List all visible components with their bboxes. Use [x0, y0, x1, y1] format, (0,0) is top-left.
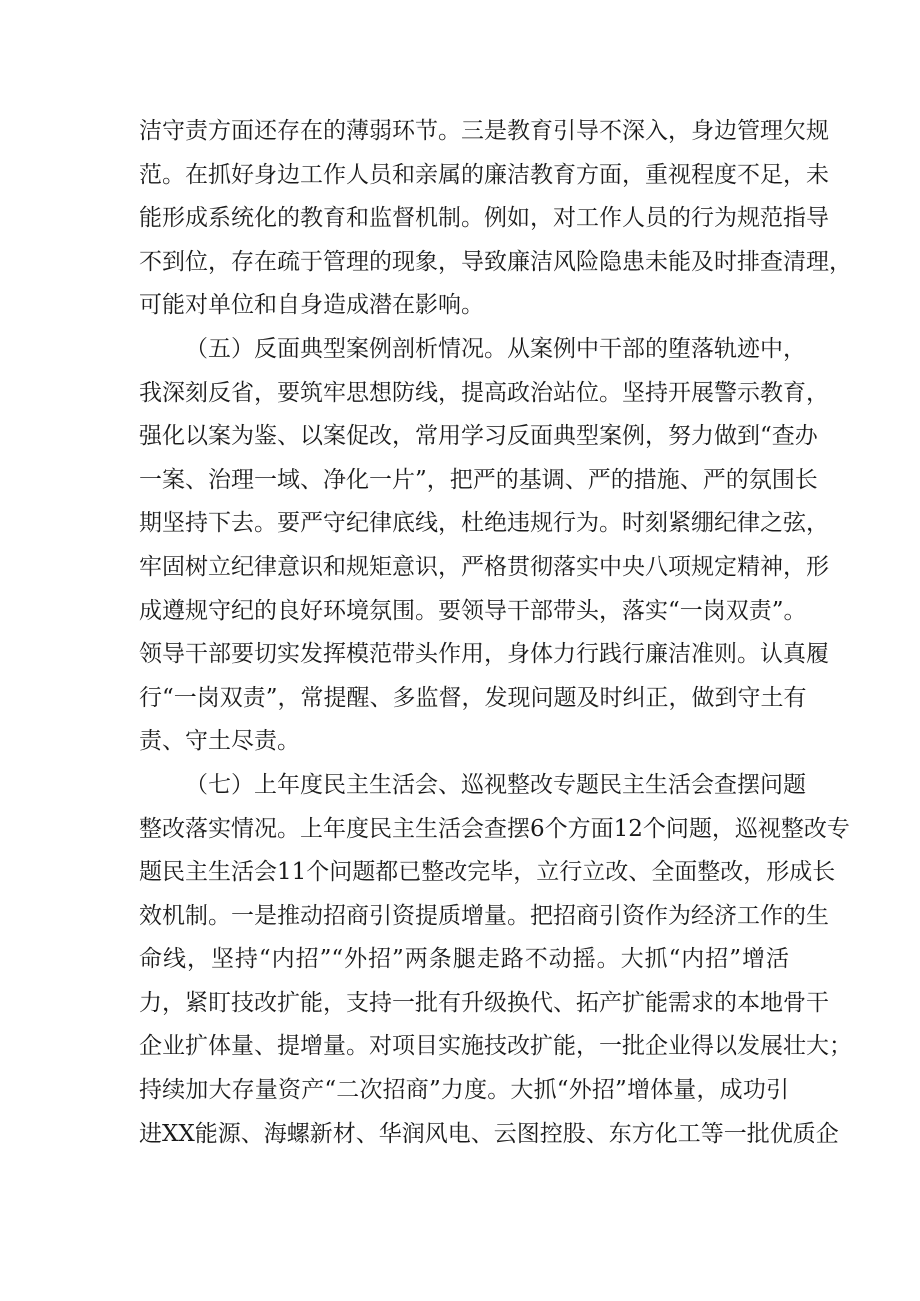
paragraph-2-line-4: 一案、治理一域、净化一片”，把严的基调、严的措施、严的氛围长 [139, 466, 818, 493]
paragraph-1-line-2: 范。在抓好身边工作人员和亲属的廉洁教育方面，重视程度不足，未 [139, 161, 829, 188]
paragraph-1-line-5: 可能对单位和自身造成潜在影响。 [139, 292, 484, 319]
paragraph-3-line-1: （七）上年度民主生活会、巡视整改专题民主生活会查摆问题 [185, 771, 806, 798]
paragraph-3-line-2: 整改落实情况。上年度民主生活会查摆6个方面12个问题，巡视整改专 [139, 815, 850, 842]
paragraph-2-line-7: 成遵规守纪的良好环境氛围。要领导干部带头，落实“一岗双责”。 [139, 597, 807, 624]
paragraph-2-line-3: 强化以案为鉴、以案促改，常用学习反面典型案例，努力做到“查办 [139, 423, 818, 450]
paragraph-3-line-4: 效机制。一是推动招商引资提质增量。把招商引资作为经济工作的生 [139, 902, 829, 929]
paragraph-1-line-4: 不到位，存在疏于管理的现象，导致廉洁风险隐患未能及时排查清理， [139, 248, 852, 275]
paragraph-2-line-5: 期坚持下去。要严守纪律底线，杜绝违规行为。时刻紧绷纪律之弦， [139, 510, 829, 537]
paragraph-3-line-9: 进XX能源、海螺新材、华润风电、云图控股、东方化工等一批优质企 [139, 1120, 839, 1147]
document-body [139, 110, 852, 1156]
paragraph-2-line-10: 责、守土尽责。 [139, 728, 300, 755]
paragraph-3-line-7: 企业扩体量、提增量。对项目实施技改扩能，一批企业得以发展壮大； [139, 1033, 852, 1060]
paragraph-3-line-8: 持续加大存量资产“二次招商”力度。大抓“外招”增体量，成功引 [139, 1077, 789, 1104]
paragraph-2-line-1: （五）反面典型案例剖析情况。从案例中干部的堕落轨迹中， [185, 335, 806, 362]
paragraph-2-line-8: 领导干部要切实发挥模范带头作用，身体力行践行廉洁准则。认真履 [139, 641, 829, 668]
paragraph-2-line-2: 我深刻反省，要筑牢思想防线，提高政治站位。坚持开展警示教育， [139, 379, 829, 406]
paragraph-3-line-6: 力，紧盯技改扩能，支持一批有升级换代、拓产扩能需求的本地骨干 [139, 989, 829, 1016]
paragraph-1-line-3: 能形成系统化的教育和监督机制。例如，对工作人员的行为规范指导 [139, 205, 829, 232]
paragraph-1-line-1: 洁守责方面还存在的薄弱环节。三是教育引导不深入，身边管理欠规 [139, 118, 829, 144]
paragraph-3-line-3: 题民主生活会11个问题都已整改完毕，立行立改、全面整改，形成长 [139, 859, 836, 886]
paragraph-2-line-9: 行“一岗双责”，常提醒、多监督，发现问题及时纠正，做到守土有 [139, 684, 807, 711]
paragraph-2-line-6: 牢固树立纪律意识和规矩意识，严格贯彻落实中央八项规定精神，形 [139, 553, 829, 580]
paragraph-3-line-5: 命线，坚持“内招”“外招”两条腿走路不动摇。大抓“内招”增活 [139, 946, 789, 973]
